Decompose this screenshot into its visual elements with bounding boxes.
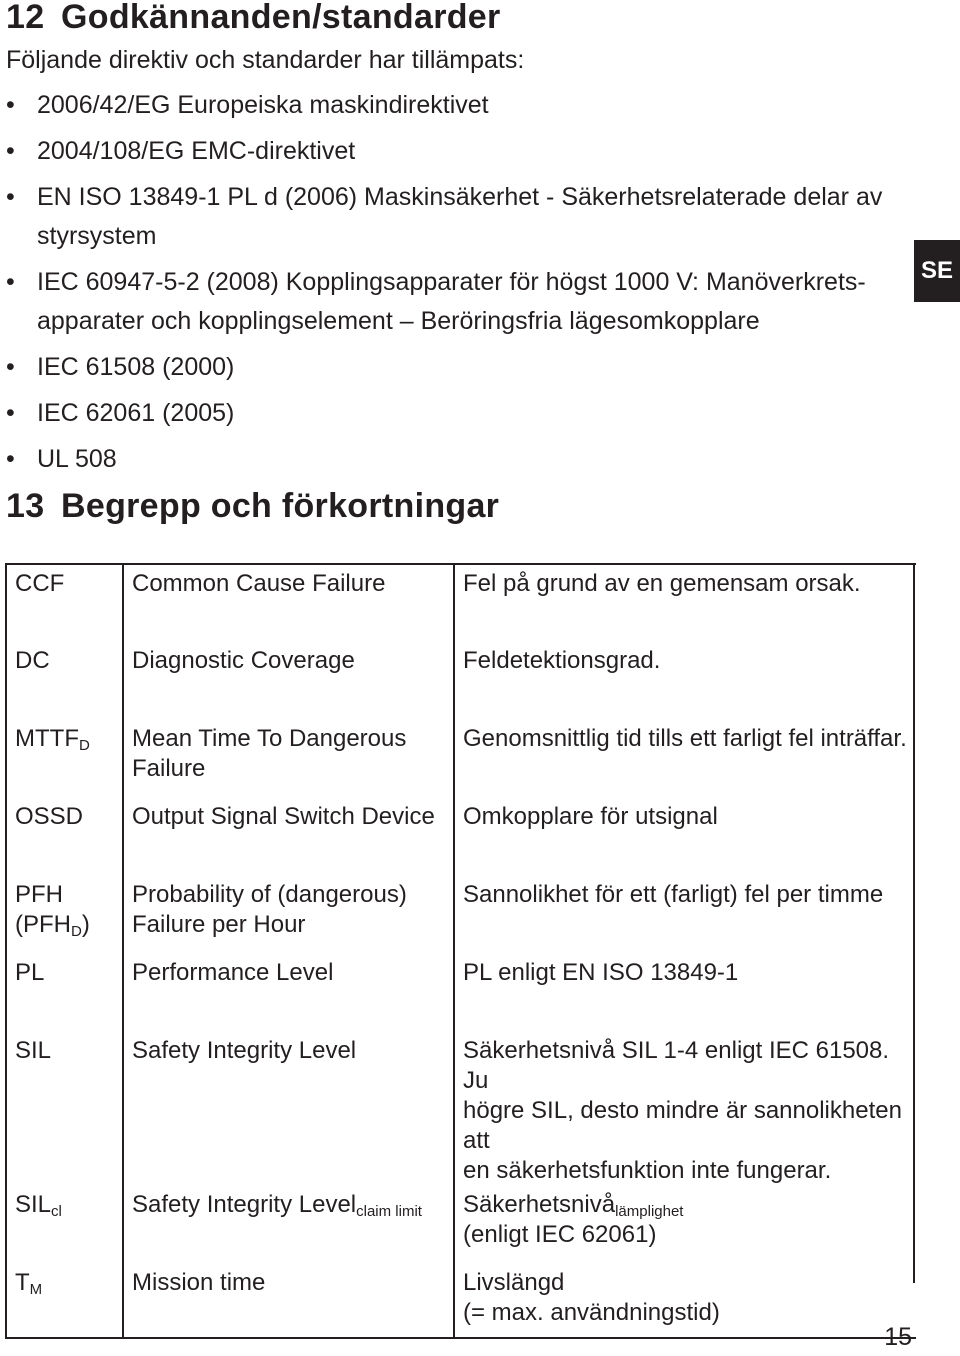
- standard-item: [0, 394, 882, 433]
- description: Fel på grund av en gemensam orsak.: [463, 570, 861, 597]
- abbreviation-cell: [6, 1032, 123, 1186]
- description: Säkerhetsnivå SIL 1-4 enligt IEC 61508. Ju: [463, 1037, 890, 1094]
- term-cell: [123, 642, 454, 720]
- table-row: [6, 1264, 916, 1338]
- bullet: •: [6, 183, 15, 211]
- language-tab: SE: [914, 240, 960, 302]
- abbreviation-cell: [6, 564, 123, 642]
- abbreviation-cell: [6, 1264, 123, 1338]
- abbreviation-subscript: D: [78, 737, 90, 754]
- standard-text: apparater och kopplingselement – Beröringsfria lägesomkopplare: [37, 307, 760, 335]
- bullet: •: [6, 91, 15, 119]
- term: Safety Integrity Level: [132, 1191, 357, 1218]
- standard-item: [0, 132, 882, 171]
- abbreviations-table: [5, 563, 916, 1339]
- term: Safety Integrity Level: [132, 1037, 357, 1064]
- abbreviation-cell: [6, 1186, 123, 1264]
- description-cell: [454, 720, 916, 798]
- description: Genomsnittlig tid tills ett farligt fel inträffar.: [463, 725, 907, 752]
- term: Output Signal Switch Device: [132, 803, 435, 830]
- term-cell: [123, 954, 454, 1032]
- description-cell: [454, 1186, 916, 1264]
- description-line2: högre SIL, desto mindre är sannolikheten att: [463, 1097, 902, 1154]
- abbreviation: MTTF: [15, 725, 79, 752]
- term-line2: Failure per Hour: [132, 911, 306, 938]
- term-subscript: claim limit: [356, 1203, 422, 1220]
- abbreviation: T: [15, 1269, 30, 1296]
- bullet: •: [6, 353, 15, 381]
- term-cell: [123, 1264, 454, 1338]
- description-cell: [454, 642, 916, 720]
- table-row: [6, 642, 916, 720]
- standard-text: IEC 62061 (2005): [37, 399, 235, 427]
- standards-intro: Följande direktiv och standarder har tillämpats:: [6, 46, 525, 74]
- standard-text: IEC 61508 (2000): [37, 353, 235, 381]
- table-row: [6, 798, 916, 876]
- bullet: •: [6, 268, 15, 296]
- section-number: 12: [6, 0, 45, 36]
- abbreviation: DC: [15, 647, 50, 674]
- abbreviation-cell: [6, 876, 123, 954]
- abbreviation: PL: [15, 959, 45, 986]
- table-row: [6, 954, 916, 1032]
- table-row: [6, 564, 916, 642]
- abbreviation-subscript: M: [29, 1281, 43, 1298]
- term: Common Cause Failure: [132, 570, 386, 597]
- description-cell: [454, 954, 916, 1032]
- standard-text: EN ISO 13849-1 PL d (2006) Maskinsäkerhet - Säkerhetsrelaterade delar av: [37, 183, 883, 211]
- table-row: [6, 720, 916, 798]
- term: Mission time: [132, 1269, 266, 1296]
- bullet: •: [6, 137, 15, 165]
- term-cell: [123, 1186, 454, 1264]
- term-cell: [123, 720, 454, 798]
- description-line3: en säkerhetsfunktion inte fungerar.: [463, 1157, 832, 1184]
- term-cell: [123, 798, 454, 876]
- standard-text: IEC 60947-5-2 (2008) Kopplingsapparater för högst 1000 V: Manöverkrets-: [37, 268, 866, 296]
- description: Livslängd: [463, 1269, 565, 1296]
- term: Mean Time To Dangerous: [132, 725, 407, 752]
- abbreviation-cell: [6, 954, 123, 1032]
- standard-text: UL 508: [37, 445, 117, 473]
- abbreviation: SIL: [15, 1191, 52, 1218]
- section-title: Godkännanden/standarder: [61, 0, 501, 36]
- standard-item: [0, 440, 882, 479]
- abbreviation: PFH: [15, 881, 63, 908]
- abbreviation-subscript: D: [71, 923, 82, 940]
- abbreviation: OSSD: [15, 803, 84, 830]
- standard-item: [0, 263, 882, 341]
- table-row: [6, 1186, 916, 1264]
- description: Omkopplare för utsignal: [463, 803, 718, 830]
- term-cell: [123, 1032, 454, 1186]
- description-cell: [454, 798, 916, 876]
- table-border-right: [913, 563, 915, 1283]
- description-line2: (enligt IEC 62061): [463, 1221, 657, 1248]
- standard-item: [0, 178, 882, 256]
- standard-text: styrsystem: [37, 222, 157, 250]
- standard-text: 2004/108/EG EMC-direktivet: [37, 137, 356, 165]
- description: Säkerhetsnivå: [463, 1191, 616, 1218]
- description-cell: [454, 1032, 916, 1186]
- term: Diagnostic Coverage: [132, 647, 355, 674]
- standard-item: [0, 86, 882, 125]
- description: PL enligt EN ISO 13849-1: [463, 959, 739, 986]
- abbreviation-cell: [6, 642, 123, 720]
- term-line2: Failure: [132, 755, 206, 782]
- description-cell: [454, 876, 916, 954]
- abbreviation-cell: [6, 798, 123, 876]
- standard-text: 2006/42/EG Europeiska maskindirektivet: [37, 91, 489, 119]
- term: Performance Level: [132, 959, 334, 986]
- term-cell: [123, 876, 454, 954]
- section-number: 13: [6, 487, 45, 525]
- description: Feldetektionsgrad.: [463, 647, 661, 674]
- section-12-heading: [6, 0, 501, 37]
- description-cell: [454, 1264, 916, 1338]
- description-subscript: lämplighet: [615, 1203, 684, 1220]
- section-title: Begrepp och förkortningar: [61, 487, 500, 525]
- description-cell: [454, 564, 916, 642]
- description: Sannolikhet för ett (farligt) fel per timme: [463, 881, 884, 908]
- abbreviation-cell: [6, 720, 123, 798]
- description-line2: (= max. användningstid): [463, 1299, 720, 1326]
- standard-item: [0, 348, 882, 387]
- standards-list: [0, 86, 882, 486]
- abbreviation: CCF: [15, 570, 65, 597]
- table-row: [6, 876, 916, 954]
- bullet: •: [6, 399, 15, 427]
- term: Probability of (dangerous): [132, 881, 407, 908]
- section-13-heading: [6, 487, 499, 526]
- abbreviation: SIL: [15, 1037, 52, 1064]
- table-row: [6, 1032, 916, 1186]
- term-cell: [123, 564, 454, 642]
- bullet: •: [6, 445, 15, 473]
- abbreviation-line2: (PFH: [15, 911, 71, 938]
- abbreviation-tail: ): [81, 911, 90, 938]
- abbreviation-subscript: cl: [51, 1203, 62, 1220]
- page-number: 15: [884, 1323, 912, 1351]
